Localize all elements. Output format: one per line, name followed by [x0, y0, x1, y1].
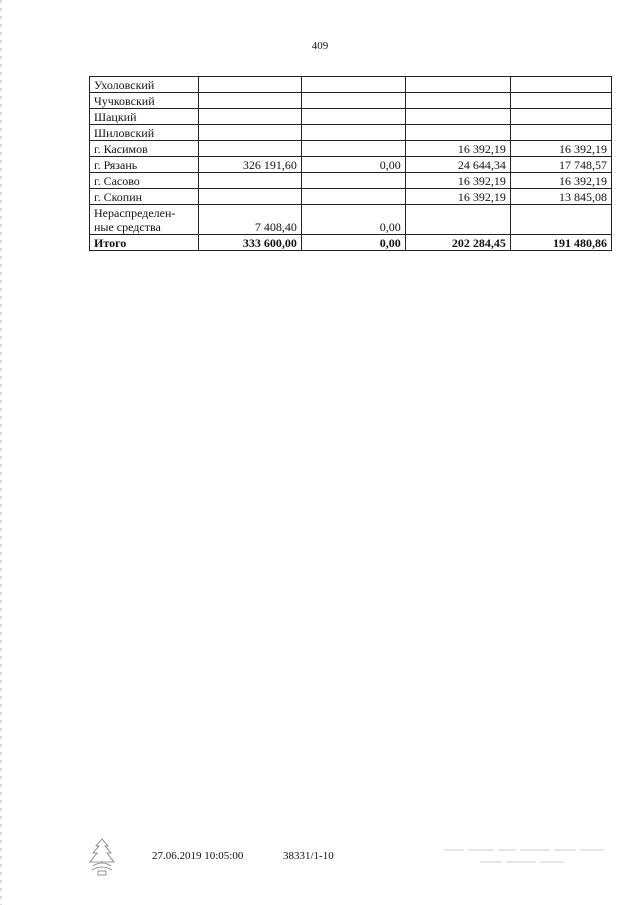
cell-col4	[510, 93, 611, 109]
seal-stamp-icon	[84, 836, 120, 876]
cell-col4: 13 845,08	[510, 189, 611, 205]
row-name: г. Касимов	[90, 141, 199, 157]
cell-col1	[198, 189, 301, 205]
table-row-unallocated	[90, 205, 612, 235]
cell-col3-total: 202 284,45	[405, 235, 510, 251]
row-name-unallocated	[90, 205, 199, 235]
cell-col4-total: 191 480,86	[510, 235, 611, 251]
cell-col3	[405, 125, 510, 141]
row-name: г. Скопин	[90, 189, 199, 205]
table-row	[90, 93, 612, 109]
cell-col3	[405, 77, 510, 93]
row-name: Шиловский	[90, 125, 199, 141]
cell-col2	[301, 93, 405, 109]
cell-col2: 0,00	[301, 157, 405, 173]
cell-col1	[198, 93, 301, 109]
cell-col4: 16 392,19	[510, 141, 611, 157]
row-name: Ухоловский	[90, 77, 199, 93]
table-row	[90, 189, 612, 205]
table-row	[90, 109, 612, 125]
row-name: г. Сасово	[90, 173, 199, 189]
cell-col1	[198, 141, 301, 157]
cell-col1	[198, 77, 301, 93]
cell-col4	[510, 77, 611, 93]
table-row	[90, 173, 612, 189]
cell-col3	[405, 205, 510, 235]
cell-col1: 326 191,60	[198, 157, 301, 173]
cell-col1-total: 333 600,00	[198, 235, 301, 251]
footer-doc-number: 38331/1-10	[283, 850, 334, 862]
cell-col4: 17 748,57	[510, 157, 611, 173]
cell-col3: 16 392,19	[405, 189, 510, 205]
row-name: Шацкий	[90, 109, 199, 125]
table-row	[90, 157, 612, 173]
table-row-total	[90, 235, 612, 251]
cell-col4	[510, 125, 611, 141]
cell-col2	[301, 189, 405, 205]
page-number: 409	[311, 40, 329, 52]
cell-col3: 16 392,19	[405, 173, 510, 189]
cell-col4	[510, 109, 611, 125]
cell-col2	[301, 77, 405, 93]
cell-col4	[510, 205, 611, 235]
table-row	[90, 125, 612, 141]
table-row	[90, 141, 612, 157]
cell-col3	[405, 109, 510, 125]
cell-col2	[301, 173, 405, 189]
row-name-line2: ные средства	[94, 220, 161, 234]
cell-col2: 0,00	[301, 205, 405, 235]
cell-col1	[198, 125, 301, 141]
cell-col2	[301, 125, 405, 141]
cell-col2	[301, 141, 405, 157]
cell-col1	[198, 109, 301, 125]
cell-col2	[301, 109, 405, 125]
footer-datetime: 27.06.2019 10:05:00	[152, 850, 244, 862]
row-name: г. Рязань	[90, 157, 199, 173]
cell-col3: 16 392,19	[405, 141, 510, 157]
table-body	[90, 77, 612, 251]
faded-watermark-stamp	[440, 842, 610, 868]
row-name: Чучковский	[90, 93, 199, 109]
cell-col2-total: 0,00	[301, 235, 405, 251]
table-row	[90, 77, 612, 93]
row-name-total: Итого	[90, 235, 199, 251]
cell-col3: 24 644,34	[405, 157, 510, 173]
row-name-line1: Нераспределен-	[94, 206, 176, 220]
cell-col4: 16 392,19	[510, 173, 611, 189]
cell-col3	[405, 93, 510, 109]
budget-table	[89, 76, 612, 251]
cell-col1: 7 408,40	[198, 205, 301, 235]
scan-edge-marks	[0, 0, 4, 905]
cell-col1	[198, 173, 301, 189]
